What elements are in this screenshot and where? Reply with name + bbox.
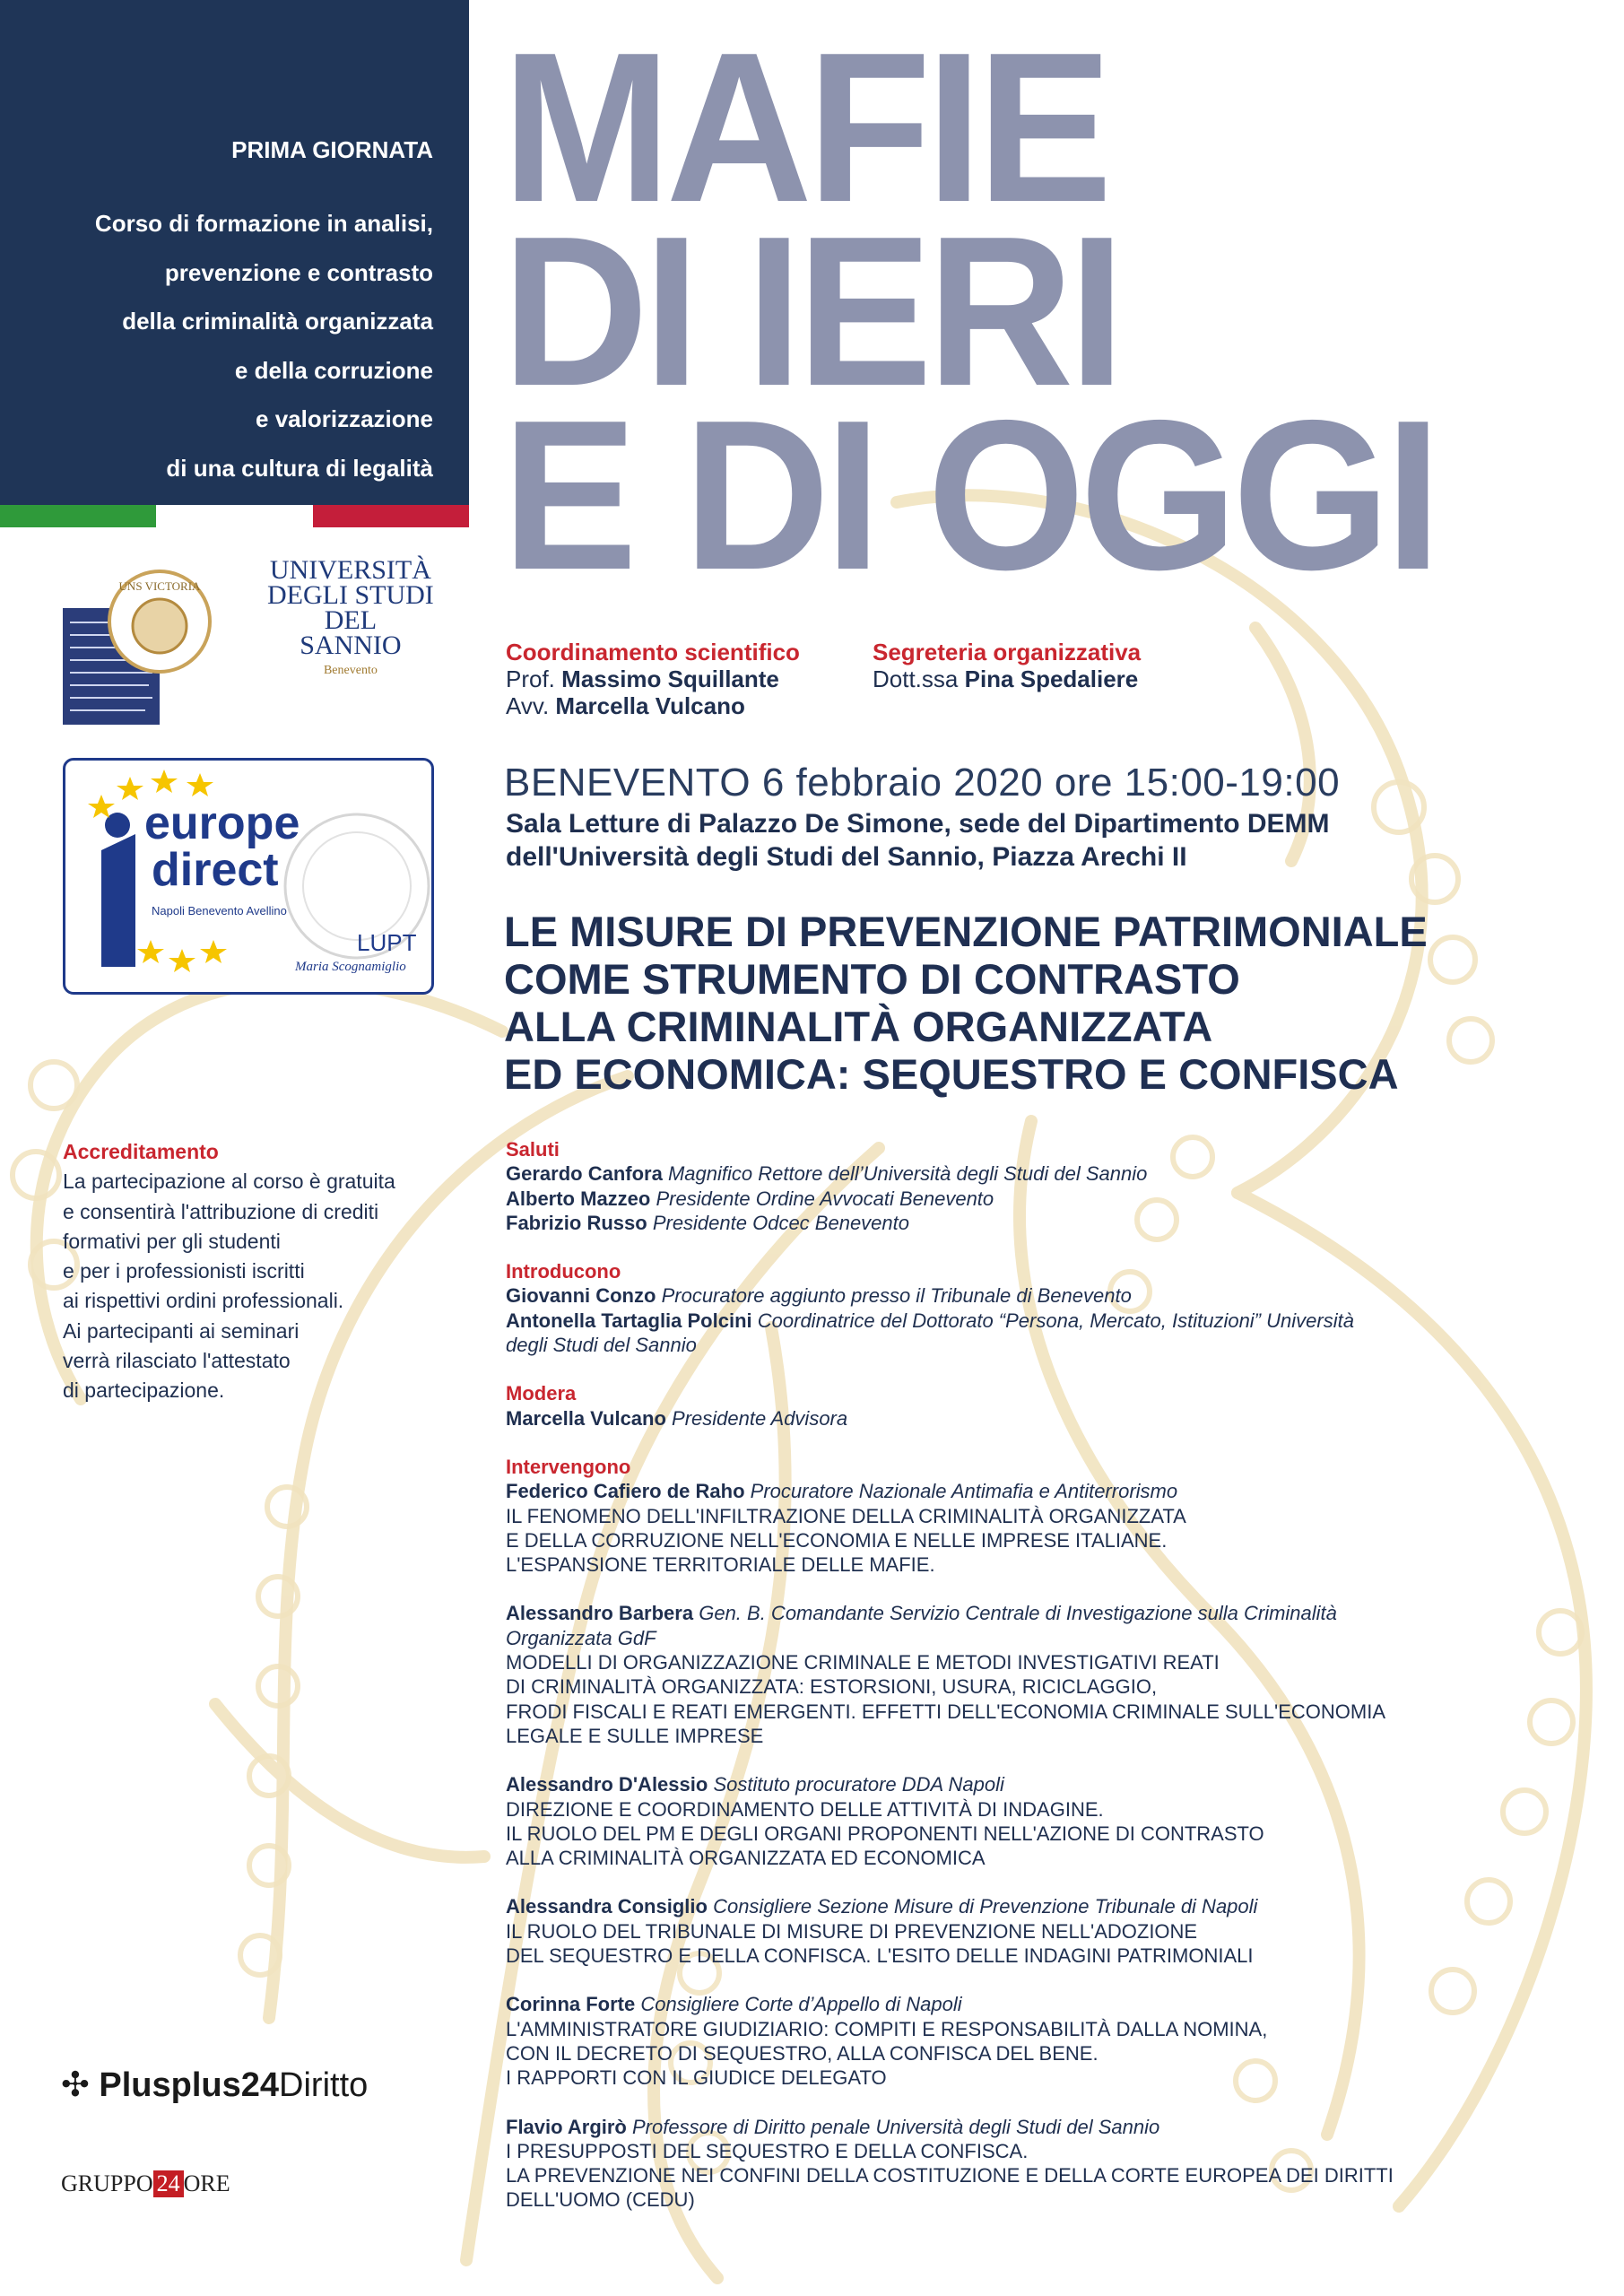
topic-line: LA PREVENZIONE NEI CONFINI DELLA COSTITUZIONE E DELLA CORTE EUROPEA DEI DIRITTI [506, 2164, 1394, 2187]
topic-line: DELL'UOMO (CEDU) [506, 2188, 695, 2212]
speaker-block [506, 1772, 1501, 1870]
topic-line: IL RUOLO DEL TRIBUNALE DI MISURE DI PREVENZIONE NELL'ADOZIONE [506, 1919, 1198, 1943]
accreditation-line: e per i professionisti iscritti [63, 1259, 305, 1283]
plusplus-icon: ✣ [61, 2066, 90, 2104]
speaker-block [506, 1894, 1501, 1968]
venue-line: Sala Letture di Palazzo De Simone, sede del Dipartimento DEMM [506, 809, 1330, 839]
speaker-role: Organizzata GdF [506, 1626, 656, 1649]
secretariat-label: Segreteria organizzativa [873, 639, 1142, 665]
section-label: Saluti [506, 1138, 560, 1161]
course-line: di una cultura di legalità [166, 454, 433, 482]
flag-red-stripe [313, 505, 469, 527]
accreditation-label: Accreditamento [63, 1140, 219, 1163]
course-description [95, 199, 433, 492]
day-label: PRIMA GIORNATA [231, 136, 433, 163]
topic-line: FRODI FISCALI E REATI EMERGENTI. EFFETTI DELL'ECONOMIA CRIMINALE SULL'ECONOMIA [506, 1700, 1386, 1723]
topic-line: E DELLA CORRUZIONE NELL'ECONOMIA E NELLE IMPRESE ITALIANE. [506, 1528, 1168, 1552]
speaker-name: Marcella Vulcano [506, 1406, 666, 1430]
flag-green-stripe [0, 505, 156, 527]
speaker-role: Coordinatrice del Dottorato “Persona, Mercato, Istituzioni” Università [757, 1309, 1354, 1332]
university-logo [63, 555, 439, 734]
topic-line: ALLA CRIMINALITÀ ORGANIZZATA ED ECONOMICA [506, 1847, 986, 1870]
speaker-block [506, 1992, 1501, 2090]
person-name: Marcella Vulcano [555, 692, 745, 719]
gruppo-text: GRUPPO [61, 2170, 153, 2196]
venue-line: dell'Università degli Studi del Sannio, Piazza Arechi II [506, 842, 1187, 872]
speaker-name: Antonella Tartaglia Polcini [506, 1309, 752, 1332]
topic-line: MODELLI DI ORGANIZZAZIONE CRIMINALE E METODI INVESTIGATIVI REATI [506, 1651, 1220, 1674]
speaker-role: Sostituto procuratore DDA Napoli [713, 1773, 1004, 1796]
speaker-role: Presidente Advisora [672, 1406, 848, 1430]
svg-text:UNS VICTORIA: UNS VICTORIA [118, 579, 201, 593]
speaker-role: Gen. B. Comandante Servizio Centrale di Investigazione sulla Criminalità [699, 1602, 1337, 1625]
europe-direct-subtitle: Napoli Benevento Avellino [152, 904, 287, 918]
course-line: Corso di formazione in analisi, [94, 210, 433, 237]
speaker-role: Consigliere Corte d’Appello di Napoli [640, 1993, 962, 2016]
course-line: e valorizzazione [256, 405, 433, 432]
course-line: e della corruzione [234, 356, 433, 384]
university-name-line: UNIVERSITÀ [269, 555, 431, 585]
title-prefix: Prof. [506, 665, 555, 692]
speaker-name: Federico Cafiero de Raho [506, 1480, 745, 1503]
speaker-block [506, 1479, 1501, 1577]
speaker-role: Presidente Ordine Avvocati Benevento [656, 1187, 994, 1210]
person-name: Pina Spedaliere [964, 665, 1139, 692]
university-city: Benevento [323, 664, 378, 677]
lupt-signature: Maria Scognamiglio [295, 960, 406, 974]
accreditation [63, 1137, 448, 1406]
topic-line: I PRESUPPOSTI DEL SEQUESTRO E DELLA CONFISCA. [506, 2139, 1029, 2162]
europe-direct-logo [63, 758, 434, 995]
gruppo-text: ORE [183, 2170, 230, 2196]
saluti-section [506, 1137, 1501, 1235]
accreditation-line: verrà rilasciato l'attestato [63, 1349, 291, 1373]
speaker-role: Consigliere Sezione Misure di Prevenzione Tribunale di Napoli [713, 1895, 1258, 1918]
flag-white-stripe [156, 505, 312, 527]
title-line: ALLA CRIMINALITÀ ORGANIZZATA [504, 1003, 1213, 1050]
topic-line: LEGALE E SULLE IMPRESE [506, 1724, 764, 1747]
section-label: Modera [506, 1382, 577, 1405]
plusplus-section: Diritto [279, 2066, 369, 2104]
speaker-name: Giovanni Conzo [506, 1284, 656, 1308]
speaker-name: Flavio Argirò [506, 2115, 627, 2138]
speaker-name: Gerardo Canfora [506, 1162, 663, 1186]
title-line: LE MISURE DI PREVENZIONE PATRIMONIALE [504, 908, 1428, 955]
speaker-name: Fabrizio Russo [506, 1211, 647, 1234]
speaker-role: Procuratore Nazionale Antimafia e Antiterrorismo [750, 1480, 1178, 1503]
event-date: BENEVENTO 6 febbraio 2020 ore 15:00-19:00 [504, 761, 1341, 804]
topic-line: DI CRIMINALITÀ ORGANIZZATA: ESTORSIONI, USURA, RICICLAGGIO, [506, 1675, 1158, 1699]
programme [506, 1137, 1501, 2213]
speaker-role: Magnifico Rettore dell’Università degli Studi del Sannio [667, 1162, 1148, 1186]
plusplus24-logo [61, 2065, 368, 2105]
topic-line: IL RUOLO DEL PM E DEGLI ORGANI PROPONENTI NELL'AZIONE DI CONTRASTO [506, 1822, 1264, 1845]
event-venue [506, 807, 1330, 874]
lupt-label: LUPT [357, 929, 417, 956]
speaker-name: Alberto Mazzeo [506, 1187, 651, 1210]
topic-line: L'ESPANSIONE TERRITORIALE DELLE MAFIE. [506, 1553, 935, 1577]
speaker-name: Alessandro Barbera [506, 1602, 694, 1625]
speaker-role: Professore di Diritto penale Università degli Studi del Sannio [632, 2115, 1160, 2138]
accreditation-line: ai rispettivi ordini professionali. [63, 1289, 344, 1313]
headline-line: MAFIE [502, 9, 1107, 247]
speaker-name: Alessandro D'Alessio [506, 1773, 708, 1796]
europe-direct-word: europe [144, 797, 300, 849]
headline [502, 9, 1486, 614]
coordination-label: Coordinamento scientifico [506, 639, 800, 665]
section-label: Intervengono [506, 1455, 631, 1478]
university-name-line: DEGLI STUDI [267, 580, 434, 610]
course-line: della criminalità organizzata [122, 308, 433, 335]
topic-line: L'AMMINISTRATORE GIUDIZIARIO: COMPITI E RESPONSABILITÀ DALLA NOMINA, [506, 2017, 1268, 2040]
modera-section [506, 1381, 1501, 1431]
speaker-role: degli Studi del Sannio [506, 1334, 697, 1357]
intervengono-section [506, 1455, 1501, 2213]
university-name-line: SANNIO [300, 631, 402, 660]
plusplus-brand: Plusplus24 [99, 2066, 280, 2104]
topic-line: I RAPPORTI CON IL GIUDICE DELEGATO [506, 2066, 887, 2090]
topic-line: DEL SEQUESTRO E DELLA CONFISCA. L'ESITO DELLE INDAGINI PATRIMONIALI [506, 1944, 1254, 1968]
accreditation-line: e consentirà l'attribuzione di crediti [63, 1199, 379, 1223]
person-name: Massimo Squillante [561, 665, 779, 692]
introducono-section [506, 1259, 1501, 1357]
accreditation-line: di partecipazione. [63, 1378, 225, 1403]
gruppo-24-badge: 24 [153, 2170, 184, 2197]
title-line: COME STRUMENTO DI CONTRASTO [504, 955, 1240, 1003]
topic-line: DIREZIONE E COORDINAMENTO DELLE ATTIVITÀ DI INDAGINE. [506, 1797, 1104, 1821]
accreditation-line: Ai partecipanti ai seminari [63, 1318, 300, 1343]
speaker-block [506, 1601, 1501, 1748]
organizing-secretariat [873, 639, 1141, 692]
headline-line: DI IERI [502, 193, 1120, 430]
university-name-line: DEL [324, 605, 378, 635]
seminar-title [504, 908, 1428, 1098]
scientific-coordination [506, 639, 800, 719]
course-line: prevenzione e contrasto [164, 258, 433, 286]
title-line: ED ECONOMICA: SEQUESTRO E CONFISCA [504, 1050, 1399, 1098]
title-prefix: Avv. [506, 692, 550, 719]
title-prefix: Dott.ssa [873, 665, 959, 692]
accreditation-line: La partecipazione al corso è gratuita [63, 1170, 395, 1194]
section-label: Introducono [506, 1260, 621, 1283]
speaker-block [506, 2115, 1501, 2213]
speaker-name: Alessandra Consiglio [506, 1895, 708, 1918]
headline-line: E DI OGGI [502, 377, 1437, 614]
accreditation-line: formativi per gli studenti [63, 1229, 281, 1253]
speaker-role: Procuratore aggiunto presso il Tribunale di Benevento [661, 1284, 1132, 1308]
europe-direct-word: direct [152, 844, 279, 896]
speaker-name: Corinna Forte [506, 1993, 636, 2016]
speaker-role: Presidente Odcec Benevento [652, 1211, 909, 1234]
gruppo24ore-logo [61, 2170, 230, 2197]
intro-panel [0, 0, 469, 505]
topic-line: CON IL DECRETO DI SEQUESTRO, ALLA CONFISCA DEL BENE. [506, 2041, 1099, 2065]
topic-line: IL FENOMENO DELL'INFILTRAZIONE DELLA CRIMINALITÀ ORGANIZZATA [506, 1504, 1186, 1527]
